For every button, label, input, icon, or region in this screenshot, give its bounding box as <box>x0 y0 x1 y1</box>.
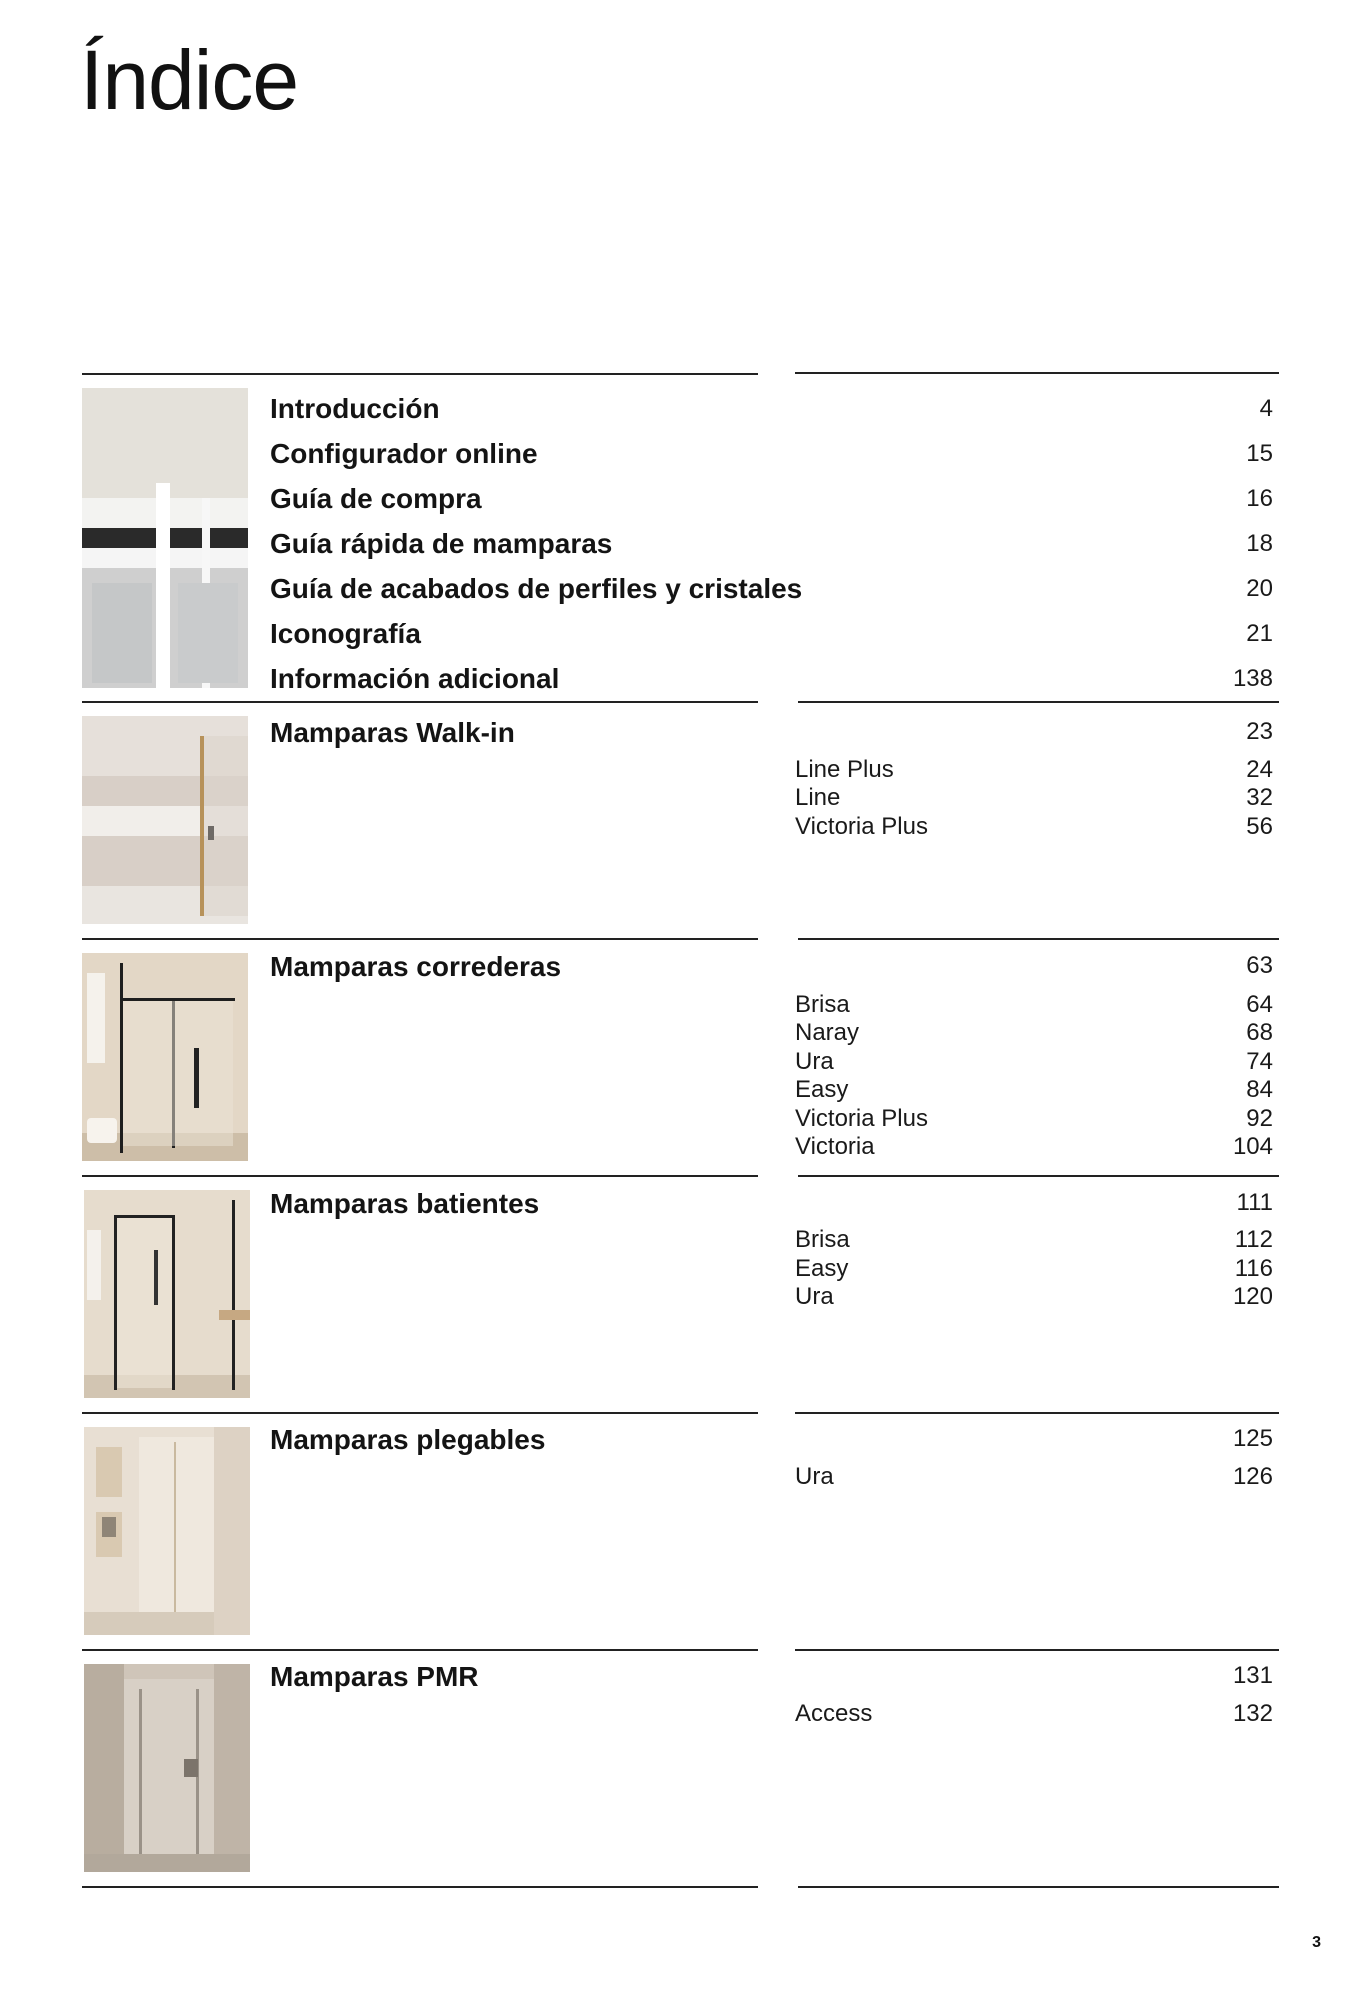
toc-item-ura[interactable]: Ura <box>795 1283 834 1310</box>
page-number: 3 <box>1312 1934 1321 1951</box>
toc-item-victoria-plus[interactable]: Victoria Plus <box>795 1105 928 1132</box>
toc-entry-guia-de-compra[interactable]: Guía de compra <box>270 483 482 514</box>
divider <box>82 1886 758 1888</box>
toc-page-number: 125 <box>1232 1425 1273 1452</box>
toc-section-pmr[interactable]: Mamparas PMR <box>270 1661 479 1692</box>
divider <box>795 1649 1279 1651</box>
toc-page-number: 23 <box>1246 718 1273 745</box>
divider <box>82 701 758 703</box>
toc-page-number: 120 <box>1232 1283 1273 1310</box>
toc-page-number: 112 <box>1234 1226 1273 1253</box>
toc-page-number: 24 <box>1246 756 1273 783</box>
toc-entry-configurador-online[interactable]: Configurador online <box>270 438 538 469</box>
toc-page-number: 32 <box>1246 784 1273 811</box>
toc-entry-guia-acabados[interactable]: Guía de acabados de perfiles y cristales <box>270 573 803 604</box>
toc-page-number: 116 <box>1234 1255 1273 1282</box>
batientes-thumbnail <box>84 1190 250 1398</box>
plegables-thumbnail <box>84 1427 250 1635</box>
divider <box>82 373 758 375</box>
toc-page-number: 131 <box>1232 1662 1273 1689</box>
toc-item-victoria-plus[interactable]: Victoria Plus <box>795 813 928 840</box>
toc-page-number: 92 <box>1246 1105 1273 1132</box>
divider <box>795 372 1279 374</box>
toc-item-easy[interactable]: Easy <box>795 1076 849 1103</box>
divider <box>82 1412 758 1414</box>
toc-page-number: 74 <box>1246 1048 1273 1075</box>
toc-item-victoria[interactable]: Victoria <box>795 1133 875 1160</box>
toc-page-number: 20 <box>1246 575 1273 602</box>
divider <box>798 938 1279 940</box>
toc-page-number: 18 <box>1246 530 1273 557</box>
toc-entry-informacion-adicional[interactable]: Información adicional <box>270 663 560 694</box>
toc-item-line[interactable]: Line <box>795 784 841 811</box>
toc-page-number: 126 <box>1232 1463 1273 1490</box>
toc-page-number: 16 <box>1246 485 1273 512</box>
toc-page-number: 15 <box>1246 440 1273 467</box>
toc-item-ura[interactable]: Ura <box>795 1048 834 1075</box>
page-title: Índice <box>80 33 299 127</box>
toc-page-number: 68 <box>1246 1019 1273 1046</box>
toc-page-number: 63 <box>1246 952 1273 979</box>
toc-page-number: 104 <box>1232 1133 1273 1160</box>
toc-page-number: 56 <box>1246 813 1273 840</box>
divider <box>82 1649 758 1651</box>
divider <box>798 701 1279 703</box>
toc-item-ura[interactable]: Ura <box>795 1463 834 1490</box>
toc-item-line-plus[interactable]: Line Plus <box>795 756 894 783</box>
divider <box>798 1175 1279 1177</box>
toc-item-brisa[interactable]: Brisa <box>795 991 850 1018</box>
toc-page-number: 4 <box>1259 395 1273 422</box>
toc-entry-iconografia[interactable]: Iconografía <box>270 618 421 649</box>
toc-item-access[interactable]: Access <box>795 1700 873 1727</box>
pmr-thumbnail <box>84 1664 250 1872</box>
toc-entry-introduccion[interactable]: Introducción <box>270 393 440 424</box>
divider <box>798 1886 1279 1888</box>
toc-section-batientes[interactable]: Mamparas batientes <box>270 1188 540 1219</box>
correderas-thumbnail <box>82 953 248 1161</box>
toc-page-number: 84 <box>1246 1076 1273 1103</box>
toc-entry-guia-rapida[interactable]: Guía rápida de mamparas <box>270 528 613 559</box>
toc-page-number: 111 <box>1236 1189 1273 1216</box>
toc-page-number: 132 <box>1232 1700 1273 1727</box>
toc-item-naray[interactable]: Naray <box>795 1019 860 1046</box>
toc-item-easy[interactable]: Easy <box>795 1255 849 1282</box>
toc-section-plegables[interactable]: Mamparas plegables <box>270 1424 546 1455</box>
toc-section-correderas[interactable]: Mamparas correderas <box>270 951 562 982</box>
divider <box>82 1175 758 1177</box>
divider <box>82 938 758 940</box>
toc-section-walk-in[interactable]: Mamparas Walk-in <box>270 717 515 748</box>
toc-page-number: 21 <box>1246 620 1273 647</box>
toc-page-number: 64 <box>1246 991 1273 1018</box>
divider <box>795 1412 1279 1414</box>
walk-in-thumbnail <box>82 716 248 924</box>
toc-page-number: 138 <box>1232 665 1273 692</box>
toc-item-brisa[interactable]: Brisa <box>795 1226 850 1253</box>
intro-thumbnail <box>82 388 248 688</box>
